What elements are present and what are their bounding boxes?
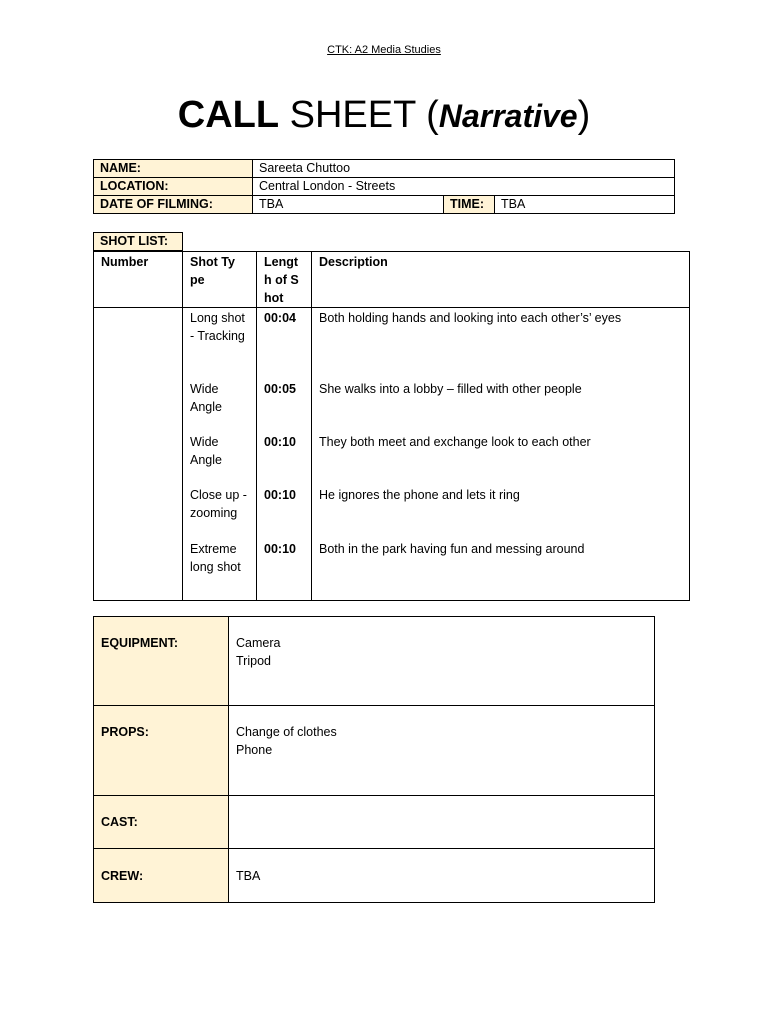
title-narrative: Narrative — [438, 98, 578, 134]
shot-list-label: SHOT LIST: — [94, 233, 183, 251]
time-label: TIME: — [444, 196, 495, 214]
description-cell: Both holding hands and looking into each other’s’ eyes — [319, 311, 622, 325]
time-value: TBA — [495, 196, 675, 214]
length-cell: 00:10 — [264, 435, 296, 449]
length-column — [257, 308, 312, 601]
equipment-item: Tripod — [236, 654, 271, 668]
shot-type-cell: Extreme long shot — [190, 542, 241, 574]
description-cell: Both in the park having fun and messing around — [319, 542, 585, 556]
length-cell: 00:10 — [264, 542, 296, 556]
equipment-value — [229, 617, 655, 706]
shot-list-table — [93, 251, 690, 601]
header-shot-type: Shot Type — [183, 252, 257, 308]
number-column — [94, 308, 183, 601]
location-value: Central London - Streets — [253, 178, 675, 196]
shot-type-cell: Wide Angle — [190, 382, 222, 414]
props-label: PROPS: — [94, 706, 229, 796]
props-item: Change of clothes — [236, 725, 337, 739]
description-column — [312, 308, 690, 601]
header-length: Length of Shot — [257, 252, 312, 308]
shot-type-cell: Close up -zooming — [190, 488, 247, 520]
title-call: CALL — [177, 94, 280, 136]
date-label: DATE OF FILMING: — [94, 196, 253, 214]
equipment-label: EQUIPMENT: — [94, 617, 229, 706]
crew-label: CREW: — [94, 849, 229, 903]
shot-list-label-box — [93, 232, 183, 251]
name-label: NAME: — [94, 160, 253, 178]
equipment-table — [93, 616, 655, 903]
props-value — [229, 706, 655, 796]
header-note: CTK: A2 Media Studies — [327, 44, 441, 56]
location-label: LOCATION: — [94, 178, 253, 196]
length-cell: 00:04 — [264, 311, 296, 325]
description-cell: They both meet and exchange look to each other — [319, 435, 591, 449]
description-cell: He ignores the phone and lets it ring — [319, 488, 520, 502]
header-number: Number — [94, 252, 183, 308]
cast-value — [229, 796, 655, 849]
props-item: Phone — [236, 743, 273, 757]
cast-label: CAST: — [94, 796, 229, 849]
shot-type-column — [183, 308, 257, 601]
shot-type-cell: Long shot - Tracking — [190, 311, 245, 343]
description-cell: She walks into a lobby – filled with other people — [319, 382, 582, 396]
title-close: ) — [577, 94, 591, 136]
date-value: TBA — [253, 196, 444, 214]
title-sheet: SHEET ( — [279, 94, 439, 136]
info-table — [93, 159, 675, 214]
shot-type-cell: Wide Angle — [190, 435, 222, 467]
header-description: Description — [312, 252, 690, 308]
name-value: Sareeta Chuttoo — [253, 160, 675, 178]
length-cell: 00:05 — [264, 382, 296, 396]
crew-value: TBA — [229, 849, 655, 903]
equipment-item: Camera — [236, 636, 281, 650]
length-cell: 00:10 — [264, 488, 296, 502]
page-title — [0, 92, 768, 139]
